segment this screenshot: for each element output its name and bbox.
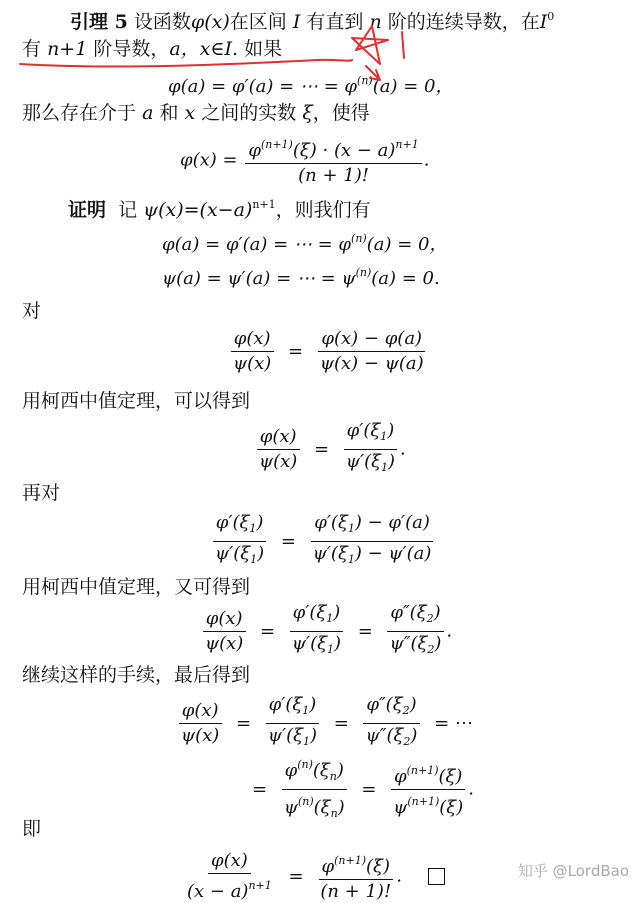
math: 1 [347, 553, 355, 566]
text: 阶导数， [93, 38, 170, 60]
math: ψ′(ξ [267, 725, 304, 746]
math: ψ(a) = ψ′(a) = ⋯ = ψ [162, 268, 356, 289]
math: I [539, 11, 548, 33]
fraction [343, 420, 398, 479]
math: n+1 [252, 198, 276, 211]
final-equation [182, 850, 445, 903]
ratio-equation-3 [210, 512, 436, 571]
math: = [252, 778, 268, 800]
math: 1 [302, 704, 310, 717]
math: (a) = 0， [366, 234, 448, 255]
math: . [400, 438, 406, 460]
math: ψ′(ξ [345, 451, 382, 472]
proof-intro [68, 194, 371, 221]
chain-equation-2 [246, 754, 474, 825]
fraction [202, 608, 246, 655]
fraction [281, 754, 348, 825]
math: φ′(ξ [292, 602, 327, 623]
text: ，则我们有 [275, 199, 371, 221]
math: φ(x) − φ(a) [318, 328, 425, 352]
fraction [289, 602, 344, 661]
math: a [142, 102, 154, 124]
psi-conditions [162, 262, 440, 290]
math: = [288, 340, 304, 362]
fraction [256, 426, 300, 473]
math: ψ [283, 797, 298, 818]
fraction [317, 850, 394, 903]
math: = [361, 778, 377, 800]
lemma-line-1 [70, 6, 554, 33]
math: = [357, 620, 373, 642]
math: (n + 1)! [298, 165, 369, 186]
text: 记 [118, 199, 138, 221]
math: ) [433, 602, 441, 623]
math: n+1 [47, 38, 88, 60]
ji-text: 即 [22, 818, 42, 840]
math: (n+1) [260, 138, 293, 151]
math: 1 [380, 430, 388, 443]
math: (ξ [313, 797, 331, 818]
lemma-condition [168, 70, 453, 98]
math: φ(x) = [180, 149, 238, 171]
fraction [245, 134, 421, 187]
math: ) [388, 451, 396, 472]
math: ψ′(ξ [215, 543, 251, 564]
math: (n) [297, 758, 313, 771]
math: ψ [393, 797, 408, 818]
chain-equation-1 [176, 694, 479, 753]
math: ξ [302, 102, 313, 124]
lemma-line-2 [22, 38, 282, 60]
math: ) [257, 543, 265, 564]
math: 0 [547, 10, 555, 23]
math: φ(a) = φ′(a) = ⋯ = φ [168, 76, 358, 97]
math: ψ″(ξ [389, 633, 428, 654]
math: φ(x) [190, 11, 230, 33]
fraction [212, 512, 267, 571]
phi-conditions [162, 228, 447, 256]
math: (ξ) [439, 797, 464, 818]
math: ) [409, 694, 417, 715]
math: ψ(x)=(x−a) [143, 199, 253, 221]
math: ψ(x) [205, 633, 244, 654]
math: 2 [427, 643, 435, 656]
math: φ(a) = φ′(a) = ⋯ = φ [162, 234, 352, 255]
math: x [184, 102, 196, 124]
text: 如果 [244, 38, 283, 60]
math: ψ′(ξ [291, 633, 328, 654]
math: (ξ) [438, 766, 463, 787]
math: . [423, 149, 430, 171]
cauchy-text-2: 用柯西中值定理，又可得到 [22, 576, 251, 598]
math: = [333, 712, 349, 734]
math: ψ′(ξ [312, 543, 348, 564]
math: (a) = 0， [372, 76, 454, 97]
math: ) [337, 797, 345, 818]
math: (ξ) [366, 856, 390, 877]
math: φ′(ξ [215, 512, 250, 533]
math: = [280, 530, 296, 552]
math: 1 [326, 612, 334, 625]
math: ) [334, 633, 342, 654]
math: ) [410, 725, 418, 746]
math: ) [387, 420, 395, 441]
math: ψ(x) − ψ(a) [319, 353, 424, 374]
math: φ′(ξ [314, 512, 348, 533]
math: = [288, 865, 304, 887]
math: 2 [402, 704, 410, 717]
math: ) − ψ′(a) [354, 543, 432, 564]
math: 1 [250, 553, 258, 566]
text: 有直到 [306, 11, 364, 33]
fraction [390, 760, 466, 819]
math: ) [434, 633, 442, 654]
math: 1 [303, 735, 311, 748]
math: n [330, 807, 338, 820]
dui-text: 对 [22, 300, 42, 322]
math: = ⋯ [434, 712, 473, 734]
math: ) [256, 512, 264, 533]
math: ) [336, 760, 344, 781]
math: I [292, 11, 301, 33]
lemma-conclusion [180, 134, 429, 187]
math: 1 [327, 643, 335, 656]
math: 2 [426, 612, 434, 625]
text: 和 [159, 102, 179, 124]
cauchy-text-1: 用柯西中值定理，可以得到 [22, 390, 251, 412]
math: . [396, 865, 402, 887]
fraction [310, 512, 435, 571]
math: φ′(ξ [268, 694, 303, 715]
text: 有 [22, 38, 42, 60]
fraction [265, 694, 320, 753]
math: φ′(ξ [346, 420, 381, 441]
math: φ [321, 856, 335, 877]
math: 1 [347, 522, 355, 535]
math: (a) = 0. [371, 268, 440, 289]
fraction [230, 328, 274, 375]
fraction [178, 700, 222, 747]
text: 设函数 [133, 11, 191, 33]
math: ) − φ′(a) [354, 512, 430, 533]
lemma-title: 引理 5 [70, 11, 128, 33]
math: φ(x) [203, 608, 246, 632]
math: φ [284, 760, 298, 781]
math: n [329, 770, 337, 783]
math: ψ(x) [181, 725, 220, 746]
ratio-equation-1 [228, 328, 429, 375]
math: (ξ) · (x − a) [292, 140, 396, 161]
math: (n + 1)! [320, 881, 392, 902]
lemma-line-3 [22, 102, 370, 124]
math: (n+1) [334, 854, 367, 867]
math: n+1 [395, 138, 419, 151]
text: 那么存在介于 [22, 102, 137, 124]
math: (ξ [312, 760, 330, 781]
proof-label: 证明 [68, 199, 107, 221]
math: 2 [403, 735, 411, 748]
math: (n) [351, 232, 367, 245]
math: = [236, 712, 252, 734]
math: = [260, 620, 276, 642]
math: . [468, 778, 474, 800]
math: φ″(ξ [366, 694, 403, 715]
fraction [184, 850, 275, 903]
text: 之间的实数 [201, 102, 297, 124]
fraction [317, 328, 427, 375]
continue-text: 继续这样的手续，最后得到 [22, 664, 251, 686]
math: n+1 [248, 879, 272, 892]
ratio-equation-4 [200, 602, 452, 661]
math: φ [394, 766, 407, 787]
math: ψ″(ξ [365, 725, 404, 746]
math: ψ(x) [259, 451, 298, 472]
qed-square-icon [428, 868, 445, 885]
math: (n) [357, 74, 373, 87]
math: (x − a) [187, 881, 249, 902]
math: φ(x) [231, 328, 274, 352]
math: a，x∈I. [169, 38, 239, 60]
math: 1 [249, 522, 257, 535]
text: 阶的连续导数，在 [387, 11, 540, 33]
watermark: 知乎 @LordBao [517, 862, 629, 880]
math: (n) [355, 266, 372, 279]
math: . [446, 620, 453, 642]
math: ) [309, 694, 317, 715]
math: = [314, 438, 330, 460]
math: ) [333, 602, 341, 623]
text: 在区间 [229, 11, 287, 33]
math: ψ(x) [233, 353, 272, 374]
math: (n) [297, 795, 314, 808]
fraction [363, 694, 421, 753]
math: φ(x) [179, 700, 222, 724]
math: ) [310, 725, 318, 746]
ratio-equation-2 [254, 420, 406, 479]
math: n [369, 11, 382, 33]
math: 1 [381, 461, 389, 474]
text: ，使得 [312, 102, 370, 124]
math: (n+1) [406, 764, 439, 777]
zaidui-text: 再对 [22, 482, 61, 504]
math: φ″(ξ [390, 602, 427, 623]
fraction [387, 602, 445, 661]
math: φ(x) [208, 850, 251, 874]
math: φ [248, 140, 261, 161]
math: (n+1) [407, 795, 440, 808]
math: φ(x) [257, 426, 300, 450]
